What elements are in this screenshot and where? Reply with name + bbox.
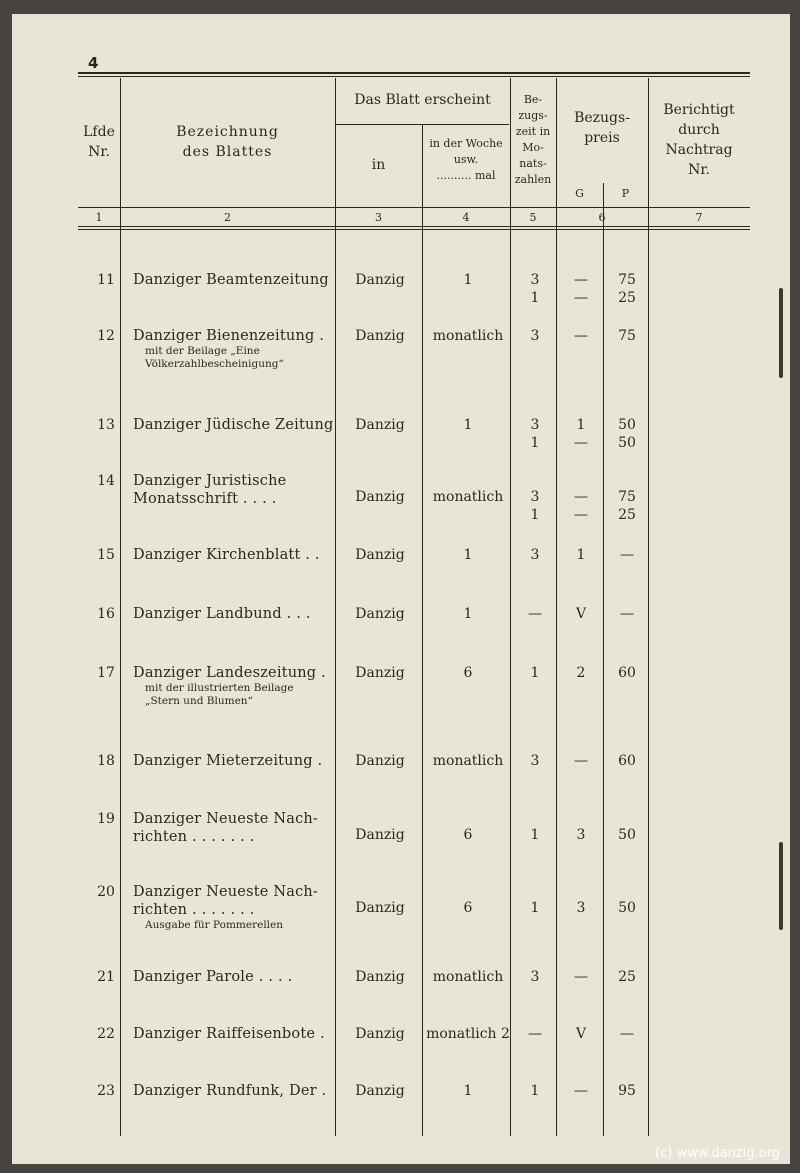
row-frequency: 1 — [463, 547, 473, 563]
row-number: 14 — [97, 473, 115, 489]
row-title: Danziger Kirchenblatt . . — [133, 547, 320, 563]
row-price-p: 50 — [618, 827, 636, 843]
row-period: 1 — [530, 900, 540, 916]
row-frequency: 1 — [463, 1083, 473, 1099]
header-bottom-rule — [78, 207, 750, 208]
row-number: 13 — [97, 417, 115, 433]
row-period: 3 — [530, 489, 540, 505]
row-period: 1 — [530, 290, 540, 306]
row-frequency: monatlich — [432, 328, 504, 344]
page-number: 4 — [88, 54, 99, 72]
row-subtitle: Ausgabe für Pommerellen — [145, 919, 284, 931]
row-price-p: — — [620, 606, 634, 622]
header-p: P — [621, 187, 630, 200]
row-frequency: monatlich — [432, 489, 504, 505]
row-title: Danziger Jüdische Zeitung — [133, 417, 334, 433]
row-title: Danziger Mieterzeitung . — [133, 753, 323, 769]
row-price-g: — — [574, 1083, 588, 1099]
row-number: 17 — [97, 665, 115, 681]
header-in: in — [371, 157, 386, 173]
row-period: 1 — [530, 507, 540, 523]
row-price-g: 3 — [576, 827, 586, 843]
row-price-g: 1 — [576, 547, 586, 563]
row-number: 12 — [97, 328, 115, 344]
column-number-6: 6 — [598, 211, 606, 224]
column-number-3: 3 — [375, 211, 382, 224]
row-price-p: 75 — [618, 272, 636, 288]
row-place: Danzig — [355, 665, 405, 681]
row-price-p: 50 — [618, 435, 636, 451]
row-frequency: 6 — [463, 827, 473, 843]
row-price-g: — — [574, 489, 588, 505]
header-bezugspreis: Bezugs- preis — [574, 110, 630, 146]
row-price-g: — — [574, 435, 588, 451]
row-place: Danzig — [355, 547, 405, 563]
row-period: 1 — [530, 827, 540, 843]
row-title: Danziger Rundfunk, Der . — [133, 1083, 327, 1099]
row-number: 15 — [97, 547, 115, 563]
header-woche: in der Woche usw. .......... mal — [429, 137, 503, 182]
row-title: Danziger Raiffeisenbote . — [133, 1026, 325, 1042]
row-frequency: monatlich — [432, 753, 504, 769]
row-frequency: 1 — [463, 417, 473, 433]
row-price-p: 60 — [618, 753, 636, 769]
top-rule-thick — [78, 72, 750, 74]
row-price-g: — — [574, 272, 588, 288]
header-lfde: Lfde Nr. — [83, 124, 115, 160]
row-place: Danzig — [355, 900, 405, 916]
row-frequency: 1 — [463, 606, 473, 622]
row-price-p: 25 — [618, 290, 636, 306]
header-erscheint: Das Blatt erscheint — [354, 92, 491, 108]
row-number: 11 — [97, 272, 115, 288]
row-place: Danzig — [355, 606, 405, 622]
row-price-g: — — [574, 290, 588, 306]
row-place: Danzig — [355, 827, 405, 843]
row-period: 1 — [530, 435, 540, 451]
row-title-continued: richten . . . . . . . — [133, 902, 255, 918]
row-title: Danziger Landbund . . . — [133, 606, 311, 622]
row-price-p: — — [620, 1026, 634, 1042]
column-number-1: 1 — [95, 211, 103, 224]
row-title: Danziger Bienenzeitung . — [133, 328, 325, 344]
row-price-g: 3 — [576, 900, 586, 916]
header-berichtigt: Berichtigt durch Nachtrag Nr. — [663, 102, 735, 178]
row-number: 20 — [97, 884, 115, 900]
row-place: Danzig — [355, 328, 405, 344]
row-place: Danzig — [355, 489, 405, 505]
top-rule-thin — [78, 76, 750, 77]
header-bezeichnung: Bezeichnung des Blattes — [176, 124, 279, 160]
column-number-7: 7 — [695, 211, 703, 224]
row-price-p: 95 — [618, 1083, 636, 1099]
row-price-p: 25 — [618, 969, 636, 985]
row-subtitle: mit der Beilage „Eine Völkerzahlbescheinigung“ — [145, 345, 284, 370]
row-title: Danziger Neueste Nach- — [133, 811, 319, 827]
row-price-g: — — [574, 753, 588, 769]
row-period: 1 — [530, 665, 540, 681]
row-price-g: — — [574, 969, 588, 985]
row-title: Danziger Neueste Nach- — [133, 884, 319, 900]
row-title: Danziger Juristische — [133, 473, 287, 489]
row-place: Danzig — [355, 1026, 405, 1042]
row-title: Danziger Beamtenzeitung — [133, 272, 329, 288]
footer-credit: (c) www.danzig.org — [655, 1146, 780, 1161]
row-period: 1 — [530, 1083, 540, 1099]
row-period: 3 — [530, 417, 540, 433]
row-place: Danzig — [355, 417, 405, 433]
column-number-2: 2 — [224, 211, 231, 224]
row-title: Danziger Parole . . . . — [133, 969, 293, 985]
row-price-p: 60 — [618, 665, 636, 681]
row-price-g: 2 — [576, 665, 586, 681]
row-period: — — [528, 606, 542, 622]
row-frequency: 6 — [463, 900, 473, 916]
row-subtitle: mit der illustrierten Beilage „Stern und Blumen“ — [145, 682, 294, 707]
binding-mark-bottom — [779, 842, 783, 930]
row-price-g: — — [574, 507, 588, 523]
column-number-5: 5 — [529, 211, 537, 224]
row-place: Danzig — [355, 753, 405, 769]
row-price-p: 50 — [618, 900, 636, 916]
row-place: Danzig — [355, 969, 405, 985]
header-g: G — [575, 187, 584, 200]
row-price-p: 50 — [618, 417, 636, 433]
row-price-p: — — [620, 547, 634, 563]
document-page — [12, 14, 790, 1164]
col-rule-6 — [603, 183, 604, 1136]
row-period: 3 — [530, 753, 540, 769]
row-period: 3 — [530, 547, 540, 563]
row-price-p: 75 — [618, 489, 636, 505]
row-price-p: 25 — [618, 507, 636, 523]
row-price-g: 1 — [576, 417, 586, 433]
row-title-continued: Monatsschrift . . . . — [133, 491, 277, 507]
row-title-continued: richten . . . . . . . — [133, 829, 255, 845]
row-period: 3 — [530, 272, 540, 288]
row-number: 18 — [97, 753, 115, 769]
row-title: Danziger Landeszeitung . — [133, 665, 326, 681]
row-frequency: 6 — [463, 665, 473, 681]
row-frequency: monatlich — [432, 969, 504, 985]
col-rule-2 — [335, 78, 336, 1136]
header-bezugszeit: Be- zugs- zeit in Mo- nats- zahlen — [514, 93, 552, 186]
colnum-rule-1 — [78, 226, 750, 227]
row-price-g: V — [575, 606, 587, 622]
row-price-g: — — [574, 328, 588, 344]
row-number: 23 — [97, 1083, 115, 1099]
row-frequency: monatlich 2 — [426, 1026, 510, 1042]
row-place: Danzig — [355, 1083, 405, 1099]
row-period: 3 — [530, 328, 540, 344]
row-frequency: 1 — [463, 272, 473, 288]
row-number: 22 — [97, 1026, 115, 1042]
row-price-p: 75 — [618, 328, 636, 344]
row-period: 3 — [530, 969, 540, 985]
row-period: — — [528, 1026, 542, 1042]
row-place: Danzig — [355, 272, 405, 288]
column-number-4: 4 — [462, 211, 470, 224]
row-price-g: V — [575, 1026, 587, 1042]
row-number: 19 — [97, 811, 115, 827]
binding-mark-top — [779, 288, 783, 378]
row-number: 16 — [97, 606, 115, 622]
colnum-rule-2 — [78, 229, 750, 230]
row-number: 21 — [97, 969, 115, 985]
